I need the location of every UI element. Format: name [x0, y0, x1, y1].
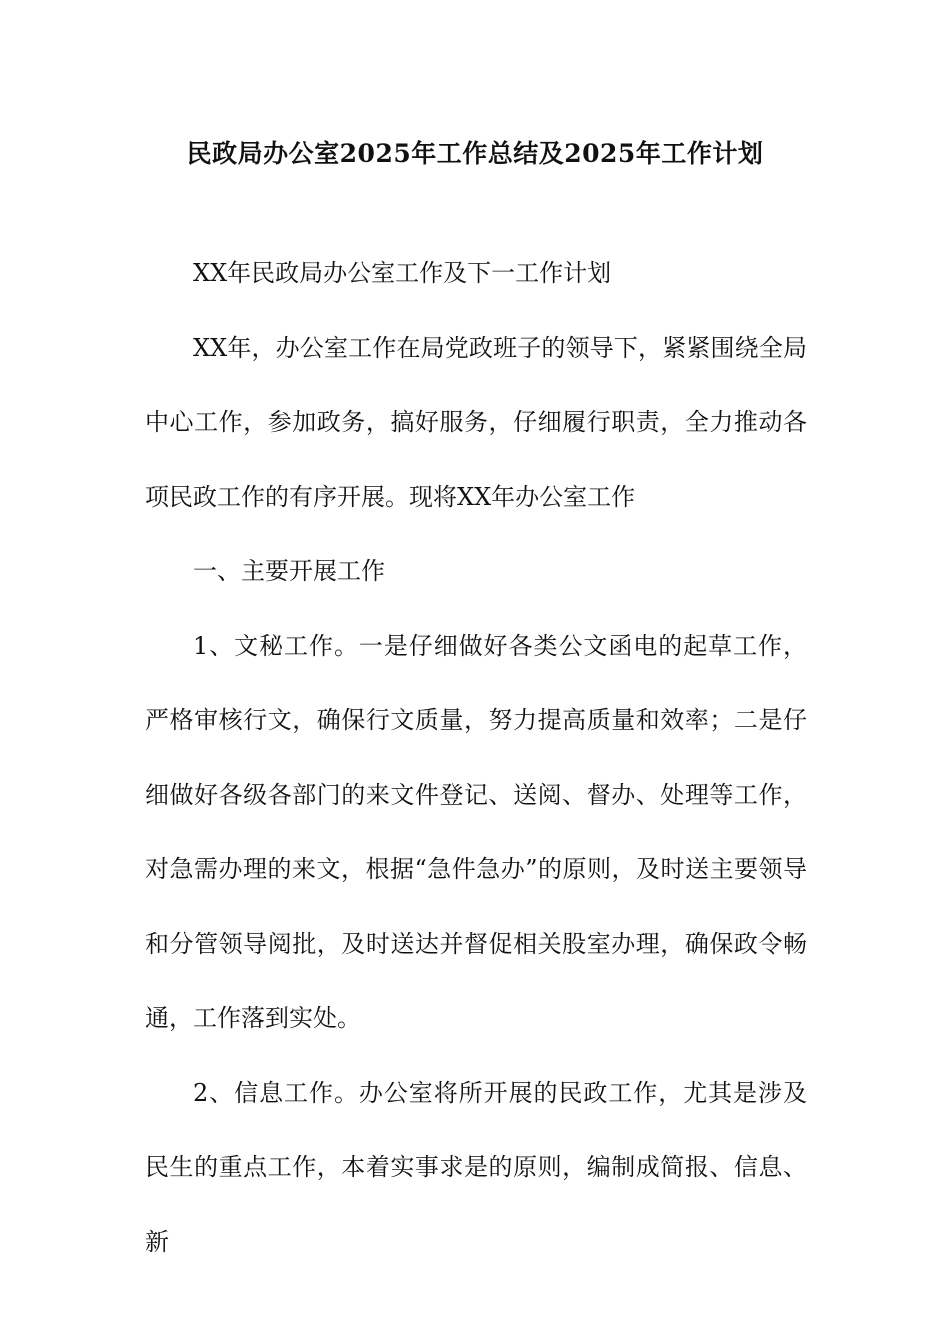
- paragraph-information-work: 2、信息工作。办公室将所开展的民政工作，尤其是涉及民生的重点工作，本着实事求是的原则，编制成简报、信息、新: [145, 1078, 807, 1256]
- paragraph-secretarial-work: 1、文秘工作。一是仔细做好各类公文函电的起草工作，严格审核行文，确保行文质量，努力提高质量和效率；二是仔细做好各级各部门的来文件登记、送阅、督办、处理等工作，对急需办理的来文，根据“急件急办”的原则，及时送主要领导和分管领导阅批，及时送达并督促相关股室办理，确保政令畅通，工作落到实处。: [145, 631, 807, 1032]
- paragraph-subtitle: XX年民政局办公室工作及下一工作计划: [193, 259, 612, 287]
- paragraph-intro: XX年，办公室工作在局党政班子的领导下，紧紧围绕全局中心工作，参加政务，搞好服务，仔细履行职责，全力推动各项民政工作的有序开展。现将XX年办公室工作: [145, 333, 807, 511]
- paragraph-section-heading: 一、主要开展工作: [193, 557, 385, 585]
- document-title: 民政局办公室2025年工作总结及2025年工作计划: [186, 139, 764, 168]
- document-body: [145, 236, 807, 1279]
